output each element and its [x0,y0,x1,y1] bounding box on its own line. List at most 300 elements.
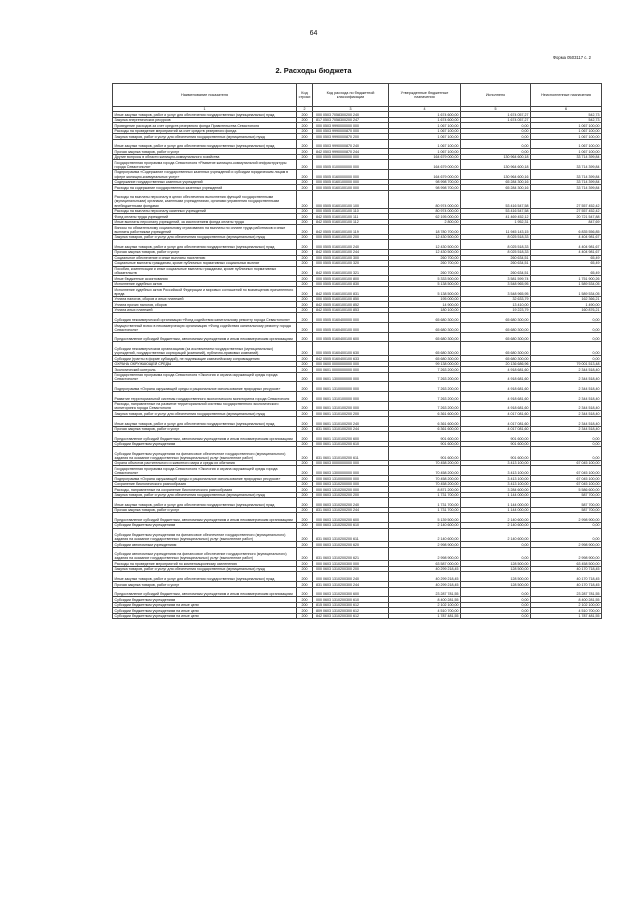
row-executed-cell: 4 918 681,60 [461,382,531,392]
row-classification-cell: 000 0503 9990000870 240 [313,139,389,149]
row-code-cell: 200 [297,441,313,447]
row-executed-cell: 3 413 100,00 [461,476,531,482]
row-executed-cell: 4 017 081,60 [461,416,531,426]
row-approved-cell: 1 674 600,00 [389,112,461,118]
row-code-cell: 200 [297,154,313,160]
row-name-cell: ОХРАНА ОКРУЖАЮЩЕЙ СРЕДЫ [113,361,297,367]
row-executed-cell: 3 581 599,74 [461,276,531,282]
row-unexecuted-cell: 0,00 [531,441,602,447]
row-unexecuted-cell: 0,00 [531,447,602,461]
row-executed-cell: 20 136 686,96 [461,361,531,367]
row-name-cell: Закупка товаров, работ и услуг для обеспечения государственных (муниципальных) нужд [113,566,297,572]
row-approved-cell: 98 998 700,00 [389,185,461,191]
row-classification-cell: 000 0603 1310200200 200 [313,492,389,498]
row-executed-cell: 4 017 081,60 [461,411,531,417]
row-unexecuted-cell: 40 170 718,45 [531,582,602,588]
column-number: 5 [461,107,531,112]
row-name-cell: Прочая закупка товаров, работ и услуг [113,582,297,588]
row-executed-cell: 1 952,31 [461,219,531,225]
row-name-cell: Иные закупки товаров, работ и услуг для обеспечения государственных (муниципальных) нужд [113,112,297,118]
row-approved-cell: 80 974 000,00 [389,208,461,214]
row-classification-cell: 000 0603 1310200300 000 [313,561,389,567]
row-name-cell: Субсидии бюджетным учреждениям [113,597,297,603]
row-approved-cell: 18 780 700,00 [389,225,461,235]
row-name-cell: Субсидии бюджетным учреждениям [113,441,297,447]
row-classification-cell: 000 0603 1310200200 600 [313,513,389,523]
row-unexecuted-cell: 2 998 900,00 [531,513,602,523]
row-approved-cell: 2 998 900,00 [389,542,461,548]
row-unexecuted-cell: 1 067 100,00 [531,128,602,134]
table-row [113,561,602,567]
row-approved-cell: 7 263 200,00 [389,372,461,382]
row-classification-cell: 000 0601 1310100200 600 [313,432,389,442]
row-code-cell: 200 [297,447,313,461]
row-approved-cell: 2 800,00 [389,219,461,225]
row-approved-cell: 6 361 600,00 [389,426,461,432]
row-code-cell: 200 [297,566,313,572]
row-executed-cell: 53 416 547,58 [461,190,531,208]
row-unexecuted-cell: 67 045 100,00 [531,481,602,487]
row-approved-cell: 1 067 100,00 [389,149,461,155]
row-executed-cell: 0,00 [461,547,531,561]
row-code-cell: 200 [297,426,313,432]
row-code-cell: 200 [297,255,313,261]
row-executed-cell: 11 945 143,15 [461,225,531,235]
row-classification-cell: 000 0505 0160100100 830 [313,281,389,287]
row-executed-cell: 128 500,00 [461,572,531,582]
row-code-cell: 200 [297,313,313,323]
row-code-cell: 200 [297,266,313,276]
row-unexecuted-cell: 2 344 518,40 [531,426,602,432]
row-unexecuted-cell: 1 067 100,00 [531,149,602,155]
row-name-cell: Субсидии бюджетным учреждениям на финансовое обеспечение государственного (муниципального) задания на оказание государственных (муниципальных) услуг (выполнение работ) [113,447,297,461]
row-executed-cell: 128 500,00 [461,582,531,588]
row-classification-cell: 000 0601 1310000000 000 [313,382,389,392]
row-unexecuted-cell: 65,49 [531,261,602,267]
row-unexecuted-cell: 67 045 100,00 [531,476,602,482]
table-row [113,240,602,250]
row-classification-cell: 000 0601 1310100200 240 [313,416,389,426]
row-classification-cell: 000 0603 1310200300 600 [313,587,389,597]
row-code-cell: 200 [297,411,313,417]
row-code-cell: 200 [297,112,313,118]
form-code: Форма 0503117 с. 2 [552,55,591,60]
row-code-cell: 200 [297,123,313,129]
row-code-cell: 200 [297,302,313,308]
table-row [113,185,602,191]
row-classification-cell: 000 0603 1310200300 240 [313,572,389,582]
row-unexecuted-cell: 2 344 518,40 [531,411,602,417]
row-executed-cell: 53 416 547,58 [461,208,531,214]
column-number: 2 [297,107,313,112]
table-row [113,255,602,261]
row-name-cell: Государственная программа города Севастополя «Развитие жилищно-коммунальной инфраструктуры города Севастополя» [113,160,297,170]
row-unexecuted-cell: 847,69 [531,219,602,225]
row-approved-cell: 14 900,00 [389,302,461,308]
row-name-cell: Иные закупки товаров, работ и услуг для обеспечения государственных (муниципальных) нужд [113,498,297,508]
row-classification-cell: 000 0601 1310100200 610 [313,441,389,447]
row-code-cell: 200 [297,287,313,297]
table-row [113,372,602,382]
row-classification-cell: 000 0603 1310200300 610 [313,597,389,603]
row-code-cell: 200 [297,179,313,185]
row-code-cell: 200 [297,523,313,529]
row-approved-cell: 2 102 100,00 [389,602,461,608]
column-header-approved: Утвержденные бюджетные назначения [389,84,461,107]
row-classification-cell: 000 0505 0160100100 800 [313,276,389,282]
row-classification-cell: 842 0505 0160100100 119 [313,225,389,235]
row-name-cell: Расходы на содержание государственных казенных учреждений [113,185,297,191]
row-name-cell: Субсидии автономным учреждениям [113,542,297,548]
row-executed-cell: 128 500,00 [461,566,531,572]
row-code-cell: 200 [297,219,313,225]
row-name-cell: Субсидии (гранты в форме субсидий), не подлежащие казначейскому сопровождению [113,356,297,362]
row-code-cell: 200 [297,460,313,466]
table-row [113,323,602,333]
row-name-cell: Иные выплаты персоналу учреждений, за исключением фонда оплаты труда [113,219,297,225]
row-approved-cell: 1 067 100,00 [389,134,461,140]
row-executed-cell: 0,00 [461,123,531,129]
row-executed-cell: 0,00 [461,134,531,140]
table-row [113,460,602,466]
row-approved-cell: 8 871 200,00 [389,487,461,493]
row-name-cell: Социальные выплаты гражданам, кроме публичных нормативных социальных выплат [113,261,297,267]
row-code-cell: 200 [297,492,313,498]
row-approved-cell: 1 787 481,55 [389,613,461,619]
table-row [113,332,602,342]
row-unexecuted-cell: 160 876,21 [531,307,602,313]
row-name-cell: Иные закупки товаров, работ и услуг для обеспечения государственных (муниципальных) нужд [113,240,297,250]
row-name-cell: Расходы на проведение мероприятий по компенсационному озеленению [113,561,297,567]
row-classification-cell: 842 0505 0160400100 633 [313,356,389,362]
table-row [113,432,602,442]
row-name-cell: Исполнение судебных актов [113,281,297,287]
row-unexecuted-cell: 587 700,00 [531,507,602,513]
row-unexecuted-cell: 33 714 399,84 [531,169,602,179]
row-name-cell: Прочая закупка товаров, работ и услуг [113,149,297,155]
row-classification-cell: 000 0603 1310200300 200 [313,566,389,572]
row-unexecuted-cell: 63 458 500,00 [531,561,602,567]
table-row [113,572,602,582]
row-approved-cell: 164 679 000,00 [389,160,461,170]
row-unexecuted-cell: 33 714 399,84 [531,185,602,191]
row-classification-cell: 000 0601 1310100000 000 [313,392,389,402]
table-row [113,492,602,498]
row-approved-cell: 8 400 281,55 [389,597,461,603]
row-name-cell: Государственная программа города Севастополя «Экология и охрана окружающей среды города Севастополя» [113,372,297,382]
row-code-cell: 200 [297,332,313,342]
row-approved-cell: 12 430 500,00 [389,234,461,240]
expenses-table-wrapper [112,83,601,619]
table-row [113,112,602,118]
row-unexecuted-cell: 0,00 [531,528,602,542]
row-classification-cell: 000 0603 1310200200 620 [313,542,389,548]
row-approved-cell: 23 287 781,55 [389,587,461,597]
table-row [113,160,602,170]
row-classification-cell: 831 0603 1310200300 244 [313,582,389,588]
table-row [113,154,602,160]
row-name-cell: Расходы на выплаты персоналу казенных учреждений [113,208,297,214]
row-approved-cell: 7 263 200,00 [389,367,461,373]
row-classification-cell: 831 0601 1310100200 611 [313,447,389,461]
row-name-cell: Имущественный взнос в некоммерческую организацию «Фонд содействия капитальному ремонту города Севастополя» [113,323,297,333]
expenses-table [112,83,602,619]
column-header-name: Наименование показателя [113,84,297,107]
row-classification-cell: 000 0603 0000000000 000 [313,460,389,466]
row-executed-cell: 65 284 300,16 [461,185,531,191]
row-unexecuted-cell: 2 344 518,40 [531,367,602,373]
row-approved-cell: 5 138 500,00 [389,287,461,297]
row-executed-cell: 13 410,00 [461,302,531,308]
row-name-cell: Иные закупки товаров, работ и услуг для обеспечения государственных (муниципальных) нужд [113,416,297,426]
row-name-cell: Подпрограмма «Охрана окружающей среды и рациональное использование природных ресурсов» [113,476,297,482]
row-approved-cell: 7 263 200,00 [389,392,461,402]
row-executed-cell: 2 140 600,00 [461,513,531,523]
row-unexecuted-cell: 33 714 399,84 [531,154,602,160]
table-row [113,392,602,402]
row-classification-cell: 000 0503 9990000000 000 [313,123,389,129]
row-executed-cell: 130 964 600,18 [461,160,531,170]
table-row [113,401,602,411]
row-unexecuted-cell: 27 557 452,42 [531,190,602,208]
row-classification-cell: 842 0603 1310200300 612 [313,613,389,619]
row-name-cell: Уплата прочих налогов, сборов [113,302,297,308]
row-approved-cell: 98 998 700,00 [389,179,461,185]
row-unexecuted-cell: 6 835 556,85 [531,225,602,235]
row-code-cell: 200 [297,382,313,392]
row-code-cell: 200 [297,547,313,561]
row-executed-cell: 0,00 [461,128,531,134]
row-executed-cell: 901 600,00 [461,441,531,447]
row-code-cell: 200 [297,225,313,235]
row-name-cell: Расходы, направленные на сохранение биологического разнообразия [113,487,297,493]
row-name-cell: Иные бюджетные ассигнования [113,276,297,282]
row-approved-cell: 12 430 500,00 [389,240,461,250]
row-code-cell: 200 [297,276,313,282]
row-approved-cell: 901 600,00 [389,441,461,447]
row-unexecuted-cell: 1 067 100,00 [531,123,602,129]
row-classification-cell: 000 0603 1310200200 000 [313,487,389,493]
row-unexecuted-cell: 2 344 518,40 [531,372,602,382]
row-executed-cell: 0,00 [461,602,531,608]
row-code-cell: 200 [297,587,313,597]
row-classification-cell: 000 0505 0160400000 000 [313,313,389,323]
table-row [113,179,602,185]
row-classification-cell: 000 0505 0100000000 000 [313,160,389,170]
row-unexecuted-cell: 2 344 518,40 [531,416,602,426]
row-classification-cell: 831 0603 1310200200 611 [313,528,389,542]
row-name-cell: Уплата иных платежей [113,307,297,313]
row-code-cell: 200 [297,372,313,382]
table-row [113,356,602,362]
row-unexecuted-cell: 2 998 900,00 [531,542,602,548]
row-classification-cell: 831 0601 1310100200 244 [313,426,389,432]
row-unexecuted-cell: 542,73 [531,117,602,123]
row-executed-cell: 260 634,51 [461,255,531,261]
row-unexecuted-cell: 4 510 700,00 [531,608,602,614]
row-unexecuted-cell: 1 751 900,26 [531,276,602,282]
row-executed-cell: 3 413 100,00 [461,466,531,476]
row-approved-cell: 40 299 218,45 [389,582,461,588]
row-name-cell: Социальное обеспечение и иные выплаты населению [113,255,297,261]
row-executed-cell: 65 680 300,00 [461,356,531,362]
row-classification-cell: 842 0505 0160100100 111 [313,214,389,220]
row-name-cell: Сохранение биологического разнообразия [113,481,297,487]
row-unexecuted-cell: 65,49 [531,255,602,261]
row-code-cell: 200 [297,613,313,619]
row-unexecuted-cell: 587 700,00 [531,492,602,498]
row-approved-cell: 2 140 600,00 [389,523,461,529]
row-unexecuted-cell: 67 045 100,00 [531,460,602,466]
row-classification-cell: 000 0603 1300000000 000 [313,466,389,476]
row-name-cell: Расходы на проведение мероприятий за счет средств резервного фонда [113,128,297,134]
row-code-cell: 200 [297,608,313,614]
row-code-cell: 200 [297,466,313,476]
row-executed-cell: 901 600,00 [461,447,531,461]
column-number: 1 [113,107,297,112]
column-number: 4 [389,107,461,112]
row-approved-cell: 70 458 200,00 [389,466,461,476]
row-classification-cell: 000 0603 1310200200 610 [313,523,389,529]
row-classification-cell: 000 0603 1310200000 000 [313,481,389,487]
table-row [113,416,602,426]
row-executed-cell: 8 025 518,33 [461,240,531,250]
row-name-cell: Взносы по обязательному социальному страхованию на выплаты по оплате труда работников и иные выплаты работникам учреждений [113,225,297,235]
row-name-cell: Предоставление субсидий бюджетным, автономным учреждениям и иным некоммерческим организациям [113,513,297,523]
row-name-cell: Исполнение судебных актов Российской Федерации и мировых соглашений по возмещению причиненного вреда [113,287,297,297]
page-number: 64 [309,30,318,37]
column-header-executed: Исполнено [461,84,531,107]
row-name-cell: Закупка товаров, работ и услуг для обеспечения государственных (муниципальных) нужд [113,411,297,417]
row-executed-cell: 4 918 681,60 [461,372,531,382]
row-unexecuted-cell: 33 714 399,84 [531,179,602,185]
table-row [113,587,602,597]
row-classification-cell: 000 0505 0160100100 200 [313,234,389,240]
row-code-cell: 200 [297,361,313,367]
row-unexecuted-cell: 79 001 513,48 [531,361,602,367]
row-code-cell: 200 [297,342,313,356]
row-approved-cell: 65 680 300,00 [389,313,461,323]
row-executed-cell: 1 144 000,00 [461,492,531,498]
row-code-cell: 200 [297,356,313,362]
table-header-row [113,84,602,107]
row-code-cell: 200 [297,139,313,149]
row-classification-cell: 000 0505 0160400100 630 [313,342,389,356]
column-header-code: Код строки [297,84,313,107]
row-executed-cell: 260 634,51 [461,266,531,276]
row-classification-cell: 000 0505 0160100100 100 [313,190,389,208]
table-row [113,528,602,542]
row-name-cell: Субсидии бюджетным учреждениям на иные цели [113,608,297,614]
row-name-cell: Закупка энергетических ресурсов [113,117,297,123]
row-unexecuted-cell: 2 998 900,00 [531,547,602,561]
row-approved-cell: 1 674 600,00 [389,117,461,123]
row-classification-cell: 000 0600 0000000000 000 [313,361,389,367]
row-approved-cell: 6 361 600,00 [389,411,461,417]
table-row [113,487,602,493]
row-executed-cell: 19 223,79 [461,307,531,313]
row-code-cell: 200 [297,487,313,493]
row-approved-cell: 40 299 218,45 [389,572,461,582]
row-classification-cell: 000 0505 0160000000 000 [313,169,389,179]
row-classification-cell: 000 0603 1310000000 000 [313,476,389,482]
row-name-cell: Закупка товаров, работ и услуг для обеспечения государственных (муниципальных) нужд [113,234,297,240]
table-row [113,190,602,208]
table-row [113,547,602,561]
row-name-cell: Расходы на выплаты персоналу в целях обеспечения выполнения функций государственными (муниципальными) органами, казенными учреждениями, органами управления государственными внебюджетными фондами [113,190,297,208]
row-code-cell: 200 [297,185,313,191]
row-executed-cell: 0,00 [461,597,531,603]
row-approved-cell: 65 680 300,00 [389,356,461,362]
row-name-cell: Предоставление субсидий бюджетным, автономным учреждениям и иным некоммерческим организациям [113,587,297,597]
row-name-cell: Предоставление субсидий бюджетным, автономным учреждениям и иным некоммерческим организациям [113,332,297,342]
table-body [113,112,602,619]
row-classification-cell: 000 0505 0160400100 000 [313,323,389,333]
row-classification-cell: 000 0503 7058300200 240 [313,112,389,118]
row-classification-cell: 809 0603 1310200300 612 [313,608,389,614]
row-approved-cell: 80 974 000,00 [389,190,461,208]
row-approved-cell: 180 100,00 [389,307,461,313]
row-classification-cell: 000 0505 0160100100 320 [313,261,389,267]
row-unexecuted-cell: 40 170 718,45 [531,572,602,582]
row-classification-cell: 842 0505 0160100100 853 [313,307,389,313]
row-code-cell: 200 [297,513,313,523]
row-name-cell: Проведение расходов за счет средств резервного фонда Правительства Севастополя [113,123,297,129]
row-name-cell: Закупка товаров, работ и услуг для обеспечения государственных (муниципальных) нужд [113,492,297,498]
row-executed-cell: 3 548 965,95 [461,281,531,287]
row-classification-cell: 831 0603 1310200200 244 [313,507,389,513]
row-approved-cell: 70 458 200,00 [389,481,461,487]
row-unexecuted-cell: 67 045 100,00 [531,466,602,476]
row-code-cell: 200 [297,561,313,567]
row-code-cell: 200 [297,323,313,333]
row-approved-cell: 1 731 700,00 [389,492,461,498]
row-unexecuted-cell: 587 700,00 [531,498,602,508]
row-executed-cell: 4 918 681,60 [461,367,531,373]
row-approved-cell: 1 731 700,00 [389,507,461,513]
row-name-cell: Содержание государственных казенных учреждений [113,179,297,185]
row-approved-cell: 70 458 200,00 [389,460,461,466]
row-executed-cell: 901 600,00 [461,432,531,442]
row-name-cell: Субсидии бюджетным учреждениям на финансовое обеспечение государственного (муниципального) задания на оказание государственных (муниципальных) услуг (выполнение работ) [113,528,297,542]
row-name-cell: Государственная программа города Севастополя «Экология и охрана окружающей среды города Севастополя» [113,466,297,476]
row-executed-cell: 3 413 100,00 [461,460,531,466]
row-approved-cell: 12 430 500,00 [389,250,461,256]
row-executed-cell: 0,00 [461,613,531,619]
row-unexecuted-cell: 5 586 600,00 [531,487,602,493]
row-classification-cell: 000 0503 9990000870 000 [313,128,389,134]
row-unexecuted-cell: 2 344 518,40 [531,392,602,402]
row-approved-cell: 2 140 600,00 [389,528,461,542]
row-approved-cell: 901 600,00 [389,432,461,442]
row-unexecuted-cell: 0,00 [531,323,602,333]
row-unexecuted-cell: 542,73 [531,112,602,118]
row-executed-cell: 2 140 600,00 [461,528,531,542]
row-code-cell: 200 [297,128,313,134]
row-name-cell: Иные закупки товаров, работ и услуг для обеспечения государственных (муниципальных) нужд [113,572,297,582]
row-classification-cell: 000 0505 0160100000 000 [313,179,389,185]
row-name-cell: Прочая закупка товаров, работ и услуг [113,250,297,256]
row-code-cell: 200 [297,416,313,426]
row-classification-cell: 842 0505 0160100100 244 [313,250,389,256]
table-row [113,498,602,508]
row-classification-cell: 000 0505 0160400100 600 [313,332,389,342]
row-unexecuted-cell: 33 714 399,84 [531,160,602,170]
table-row [113,447,602,461]
row-executed-cell: 3 413 100,00 [461,481,531,487]
row-code-cell: 200 [297,401,313,411]
row-executed-cell: 128 500,00 [461,561,531,567]
